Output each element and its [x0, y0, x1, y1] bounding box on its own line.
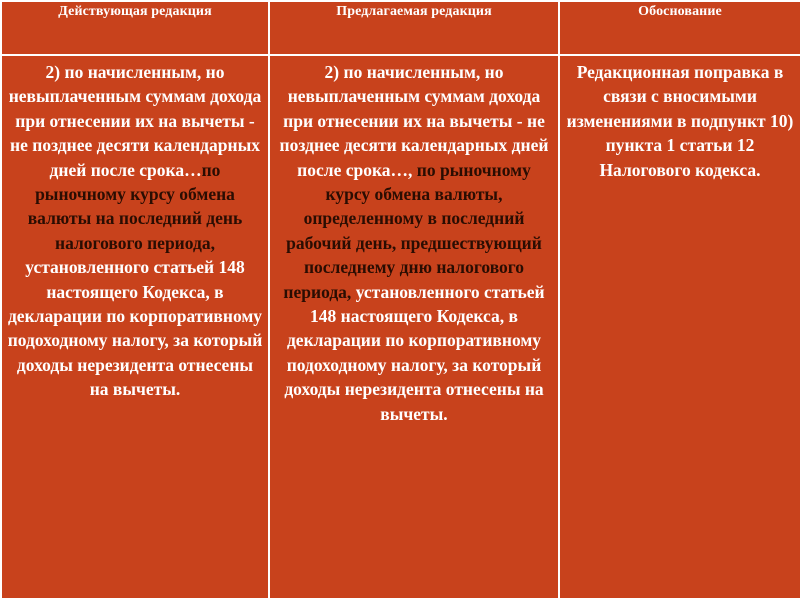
cell-justification: Редакционная поправка в связи с вносимыми изменениями в подпункт 10) пункта 1 статьи 12 Налогового кодекса.	[559, 55, 800, 599]
cell-proposed-edition	[269, 55, 559, 599]
cell-current-edition	[1, 55, 269, 599]
table-row	[1, 55, 800, 599]
header-proposed-edition: Предлагаемая редакция	[269, 1, 559, 55]
current-text-end: установленного статьей 148 настоящего Кодекса, в декларации по корпоративному подоходному налогу, за который доходы нерезидента отнесены на вычеты.	[7, 257, 263, 400]
header-justification: Обоснование	[559, 1, 800, 55]
header-row	[1, 1, 800, 55]
header-current-edition: Действующая редакция	[1, 1, 269, 55]
current-text-highlight: по рыночному курсу обмена валюты на последний день налогового периода,	[27, 159, 243, 253]
proposed-text-highlight: по рыночному курсу обмена валюты, определенному в последний рабочий день, предшествующий последнему дню налогового периода,	[283, 159, 542, 302]
current-text-start: 2) по начисленным, но невыплаченным суммам дохода при отнесении их на вычеты - не позднее десяти календарных дней после срока…	[8, 62, 262, 180]
proposed-text-end: установленного статьей 148 настоящего Кодекса, в декларации по корпоративному подоходному налогу, за который доходы нерезидента отнесены на вычеты.	[284, 281, 545, 424]
proposed-text-start: 2) по начисленным, но невыплаченным суммам дохода при отнесении их на вычеты - не позднее десяти календарных дней после срока…,	[279, 62, 549, 180]
